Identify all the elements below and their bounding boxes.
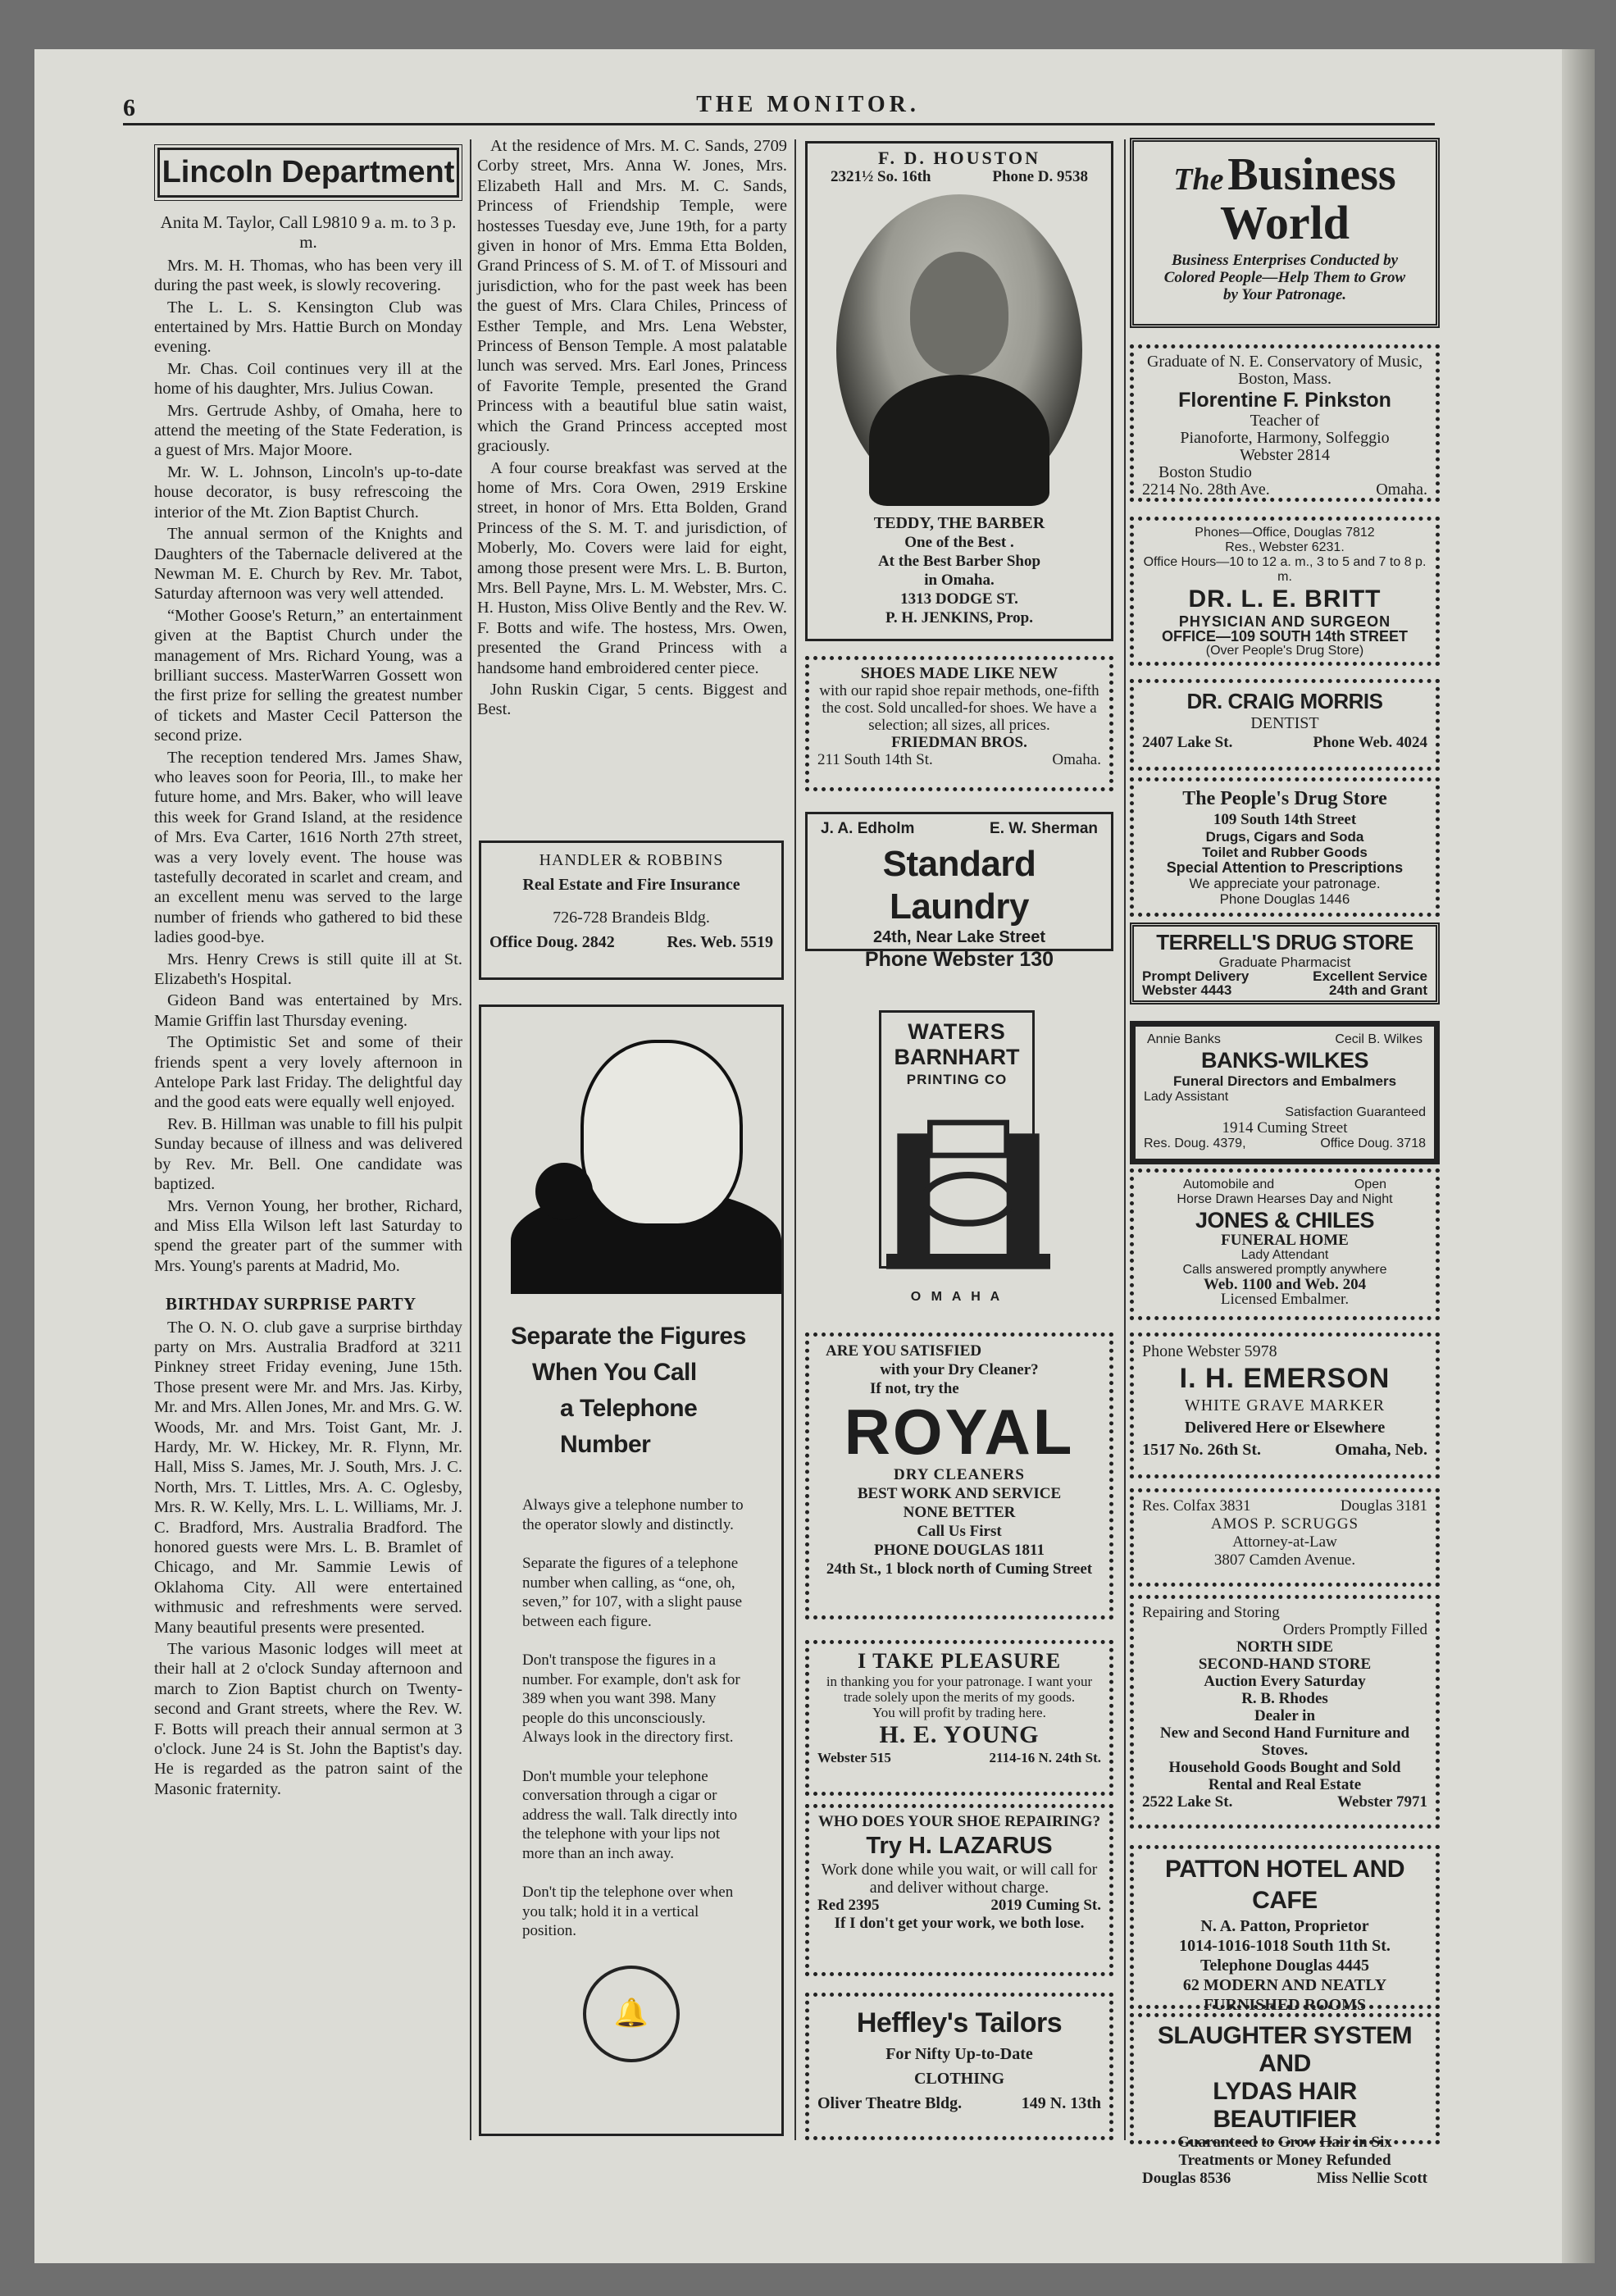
ad-line: For Nifty Up-to-Date	[885, 2045, 1033, 2063]
ad-line: At the Best Barber Shop	[877, 553, 1041, 570]
ad-line: Office Hours—10 to 12 a. m., 3 to 5 and 7 to 8 p. m.	[1143, 555, 1427, 584]
ad-title: PRINTING CO	[906, 1072, 1008, 1087]
ad-line: One of the Best .	[904, 534, 1014, 551]
news-paragraph: Mr. W. L. Johnson, Lincoln's up-to-date house decorator, is busy refrescoing the interior of the Mt. Zion Baptist Church.	[154, 462, 462, 522]
dr-britt-ad	[1130, 517, 1440, 666]
ad-phone: Webster 7971	[1337, 1793, 1427, 1811]
ad-line: with your Dry Cleaner?	[880, 1361, 1039, 1378]
ad-line: Boston Studio	[1159, 463, 1252, 481]
ad-line: Guaranteed to Grow Hair in Six	[1177, 2134, 1392, 2151]
ad-address: 1014-1016-1018 South 11th St.	[1179, 1937, 1391, 1955]
ad-line: in thanking you for your patronage. I want your trade solely upon the merits of my goods.	[826, 1674, 1093, 1705]
news-paragraph: The annual sermon of the Knights and Daughters of the Tabernacle delivered at the Newman M. E. Church by Rev. Mr. Tabot, Saturday afternoon was very well attended.	[154, 525, 462, 604]
rhodes-second-hand-ad	[1130, 1595, 1440, 1829]
ad-line: Automobile and	[1183, 1178, 1275, 1191]
ad-phone: Douglas 3181	[1340, 1497, 1427, 1515]
friedman-shoes-ad	[805, 656, 1113, 791]
ad-line: You will profit by trading here.	[872, 1705, 1046, 1720]
patton-hotel-ad	[1130, 1845, 1440, 2014]
ad-line: with our rapid shoe repair methods, one-fifth the cost. Sold uncalled-for shoes. We have a selection; all sizes, all prices.	[819, 682, 1099, 734]
ad-name: H. E. YOUNG	[879, 1721, 1040, 1748]
bell-icon: 🔔	[613, 1998, 649, 2029]
ad-phone: Webster 4443	[1142, 982, 1232, 998]
ad-line: Toilet and Rubber Goods	[1202, 845, 1368, 860]
ad-name: Annie Banks	[1147, 1032, 1221, 1046]
terrell-drug-ad	[1130, 922, 1440, 1004]
ad-name: Cecil B. Wilkes	[1335, 1032, 1423, 1046]
ad-address: 24th, Near Lake Street	[872, 928, 1046, 946]
ad-line: Delivered Here or Elsewhere	[1184, 1419, 1386, 1437]
ad-line: Attorney-at-Law	[1232, 1533, 1337, 1551]
pinkston-music-ad	[1130, 344, 1440, 502]
ad-line: (Over People's Drug Store)	[1205, 644, 1364, 658]
news-paragraph: Rev. B. Hillman was unable to fill his pulpit Sunday because of illness and was delivered by Rev. Mr. Bell. One candidate was baptized.	[154, 1114, 463, 1194]
ad-heading: a Telephone Number	[560, 1395, 698, 1458]
society-news-items	[477, 136, 787, 720]
ad-title: Heffley's Tailors	[856, 2007, 1063, 2039]
ad-line: We appreciate your patronage.	[1189, 876, 1381, 891]
ad-phone: Telephone Douglas 4445	[1200, 1957, 1369, 1975]
ad-line: Funeral Directors and Embalmers	[1172, 1073, 1397, 1089]
ad-line: Household Goods Bought and Sold	[1168, 1759, 1401, 1776]
news-paragraph: Mrs. M. H. Thomas, who has been very ill during the past week, is slowly recovering.	[154, 256, 462, 295]
column-rule-3	[1124, 139, 1126, 2140]
party-heading: BIRTHDAY SURPRISE PARTY	[166, 1294, 417, 1314]
ad-phone: Res. Web. 5519	[667, 933, 773, 951]
ad-line: Treatments or Money Refunded	[1178, 2152, 1391, 2169]
lazarus-shoe-repair-ad	[805, 1804, 1113, 1976]
banner-tagline: Business Enterprises Conducted by Colored People—Help Them to Grow by Your Patronage.	[1163, 252, 1406, 303]
ad-title: DR. CRAIG MORRIS	[1186, 689, 1383, 713]
column-rule-2	[794, 139, 796, 2140]
ad-city: Omaha, Neb.	[1335, 1441, 1427, 1459]
waters-barnhart-ad	[879, 1010, 1035, 1304]
ad-line: Satisfaction Guaranteed	[1285, 1105, 1426, 1119]
ad-line: Orders Promptly Filled	[1282, 1621, 1427, 1638]
ad-title: I TAKE PLEASURE	[857, 1649, 1062, 1673]
telephone-company-ad	[479, 1004, 784, 2136]
ad-line: Auction Every Saturday	[1204, 1673, 1366, 1690]
barber-portrait	[836, 194, 1082, 506]
ad-title: DR. L. E. BRITT	[1188, 585, 1382, 613]
man-on-telephone-illustration	[503, 1023, 781, 1294]
news-paragraph: “Mother Goose's Return,” an entertainment given at the Baptist Church under the management of Mrs. Richard Young, was a brilliant success. MasterWarren Gossett won the first prize for selling the greatest number of tickets and Master Cecil Patterson the second prize.	[154, 606, 462, 745]
ad-title: The People's Drug Store	[1182, 788, 1387, 809]
ad-line: FRIEDMAN BROS.	[891, 734, 1027, 751]
news-paragraph: The Optimistic Set and some of their friends spent a very lovely afternoon in Antelope Park last Friday. The delightful day and the good eats were equally well enjoyed.	[154, 1033, 462, 1112]
ad-address: 2522 Lake St.	[1142, 1793, 1233, 1811]
ad-phone: Phone Douglas 1446	[1219, 891, 1350, 907]
ad-address: OFFICE—109 SOUTH 14th STREET	[1161, 628, 1409, 645]
ad-line: Real Estate and Fire Insurance	[522, 876, 740, 894]
ad-line: 726-728 Brandeis Bldg.	[553, 909, 710, 927]
ad-line: BEST WORK AND SERVICE	[857, 1485, 1062, 1502]
ad-paragraph: Separate the figures of a telephone number when calling, as “one, oh, seven,” for 107, with a slight pause between each figure.	[522, 1555, 743, 1630]
ad-paragraph: Don't transpose the figures in a number. For example, don't ask for 389 when you want 398. Many people do this unconsciously. Always look in the directory first.	[522, 1651, 740, 1746]
ad-title: F. D. HOUSTON	[878, 148, 1040, 168]
header-rule	[123, 123, 1435, 125]
ad-line: Licensed Embalmer.	[1220, 1291, 1350, 1308]
ad-line: Graduate Pharmacist	[1218, 954, 1351, 970]
section-title: Lincoln Department	[157, 148, 459, 198]
ad-title: JONES & CHILES	[1195, 1208, 1375, 1232]
banks-wilkes-ad	[1130, 1021, 1440, 1164]
ad-title: SLAUGHTER SYSTEM AND	[1157, 2022, 1413, 2077]
ad-phone: Webster 515	[817, 1750, 891, 1765]
ad-title: WATERS	[908, 1019, 1006, 1044]
ad-paragraph: Don't tip the telephone over when you talk; hold it in a vertical position.	[522, 1884, 734, 1939]
banner-title: Business	[1227, 149, 1396, 200]
ad-address: 2114-16 N. 24th St.	[989, 1750, 1101, 1765]
news-paragraph: Mr. Chas. Coil continues very ill at the home of his daughter, Mrs. Julius Cowan.	[154, 359, 462, 399]
ad-phone: Phone Web. 4024	[1313, 734, 1427, 751]
ad-title: SHOES MADE LIKE NEW	[860, 664, 1058, 682]
ad-address: 1313 DODGE ST.	[900, 590, 1018, 608]
emerson-grave-marker-ad	[1130, 1332, 1440, 1478]
peoples-drug-ad	[1130, 777, 1440, 917]
ad-line: Call Us First	[917, 1523, 1002, 1540]
ad-name: E. W. Sherman	[990, 820, 1098, 837]
ad-line: Open	[1354, 1178, 1386, 1191]
ad-line: WHITE GRAVE MARKER	[1184, 1396, 1386, 1414]
standard-laundry-ad	[805, 812, 1113, 971]
ad-title: BARNHART	[894, 1045, 1020, 1069]
ad-address: 24th St., 1 block north of Cuming Street	[826, 1560, 1093, 1578]
ad-line: Graduate of N. E. Conservatory of Music, Boston, Mass.	[1146, 353, 1423, 388]
ad-phone: Webster 2814	[1239, 446, 1331, 464]
ad-line: New and Second Hand Furniture and Stoves.	[1159, 1724, 1410, 1759]
lincoln-department-column	[154, 141, 462, 1801]
ad-line: Repairing and Storing	[1142, 1604, 1280, 1621]
ad-title: LYDAS HAIR BEAUTIFIER	[1213, 2078, 1357, 2133]
ad-line: Dealer in	[1254, 1707, 1316, 1724]
ad-line: ARE YOU SATISFIED	[826, 1342, 982, 1360]
ad-title: I. H. EMERSON	[1179, 1363, 1391, 1394]
page-edge	[1562, 49, 1595, 2263]
slaughter-system-ad	[1130, 2013, 1440, 2187]
ad-line: Pianoforte, Harmony, Solfeggio	[1180, 429, 1390, 447]
ad-line: DRY CLEANERS	[893, 1466, 1025, 1483]
news-paragraph: At the residence of Mrs. M. C. Sands, 2709 Corby street, Mrs. Anna W. Jones, Mrs. Elizabeth Hall and Mrs. M. C. Sands, Princess of Friendship Temple, were hostesses Tuesday eve, June 19th, for a party given in honor of Mrs. Emma Etta Bolden, Grand Princess of S. M. of T. of Missouri and jurisdiction, who for the past week has been the guest of Mrs. Clara Chiles, Princess of Esther Temple, and Mrs. Lena Webster, Princess of Benson Temple. A most palatable lunch was served. Mrs. Earl Jones, Princess of Favorite Temple, presented the Grand Princess with a beautiful blue satin waist, which the Grand Princess accepted most graciously.	[477, 137, 787, 456]
ad-phone: Phone D. 9538	[992, 168, 1088, 185]
heffley-tailors-ad	[805, 1993, 1113, 2140]
ad-line: Prompt Delivery	[1142, 968, 1250, 984]
ad-line: Lady Attendant	[1240, 1248, 1329, 1262]
ad-phone: Office Doug. 2842	[489, 933, 615, 951]
news-paragraph: John Ruskin Cigar, 5 cents. Biggest and Best.	[477, 680, 787, 719]
ad-name: Miss Nellie Scott	[1316, 2170, 1427, 2187]
ad-address: 24th and Grant	[1329, 982, 1427, 998]
ad-line: Special Attention to Prescriptions	[1166, 859, 1404, 876]
ad-phone: Res. Colfax 3831	[1142, 1497, 1251, 1515]
ad-address: 2321½ So. 16th	[831, 168, 931, 185]
ad-line: Work done while you wait, or will call for and deliver without charge.	[821, 1861, 1098, 1897]
ad-line: Excellent Service	[1313, 968, 1427, 984]
ad-phone: Res., Webster 6231.	[1225, 540, 1345, 554]
ad-line: FUNERAL HOME	[1221, 1232, 1349, 1249]
society-column	[477, 136, 787, 722]
news-paragraph: Mrs. Gertrude Ashby, of Omaha, here to attend the meeting of the State Federation, is a guest of Mrs. Major Moore.	[154, 401, 462, 460]
ad-line: If not, try the	[870, 1380, 959, 1397]
ad-line: NONE BETTER	[903, 1504, 1016, 1521]
ad-address: 211 South 14th St.	[817, 751, 933, 768]
ad-line: Teacher of	[1250, 412, 1320, 430]
ad-title: NORTH SIDE	[1236, 1638, 1334, 1656]
business-world-banner	[1130, 138, 1440, 328]
ad-address: 149 N. 13th	[1021, 2094, 1101, 2112]
ad-phone: Red 2395	[817, 1897, 880, 1914]
ad-line: CLOTHING	[913, 2070, 1005, 2088]
ad-phone: Phone Webster 130	[864, 948, 1054, 971]
ad-address: 1914 Cuming Street	[1222, 1119, 1348, 1137]
ad-address: 109 South 14th Street	[1213, 811, 1357, 828]
ad-title: HANDLER & ROBBINS	[539, 851, 724, 869]
news-paragraph: The O. N. O. club gave a surprise birthday party on Mrs. Australia Bradford at 3211 Pinkney street Friday evening, June 15th. Those present were Mr. and Mrs. Jas. Kirby, Mr. and Mrs. Allen Jones, Mr. and Mrs. G. W. Woods, Mr. and Mrs. Toist Gant, Mr. J. Hardy, Mr. W. Hickey, Mr. R. Flynn, Mr. Hall, Miss S. James, Mr. J. South, Mrs. J. C. North, Mrs. T. Littles, Mrs. A. C. Oglesby, Mrs. R. W. Kelly, Mrs. L. L. Williams, Mr. J. C. Bradford, Mrs. Australia Bradford. The honored guests were Mrs. L. B. Bramlet of Chicago, and Mr. Sammie Lewis of Oklahoma City. All were entertained withmusic and refreshments were served. Many beautiful presents were presented.	[154, 1318, 462, 1637]
ad-line: DENTIST	[1250, 714, 1319, 732]
ad-line: in Omaha.	[924, 572, 995, 589]
ad-phone: Res. Doug. 4379,	[1144, 1137, 1246, 1150]
ad-title: Florentine F. Pinkston	[1178, 389, 1391, 412]
news-paragraph: Mrs. Vernon Young, her brother, Richard, and Miss Ella Wilson left last Saturday to spend the greater part of the summer with Mrs. Young's parents at Madrid, Mo.	[154, 1196, 462, 1275]
ad-line: Lady Assistant	[1144, 1090, 1229, 1104]
ad-address: 2407 Lake St.	[1142, 734, 1233, 751]
ad-line: Drugs, Cigars and Soda	[1205, 829, 1364, 845]
ad-line: Calls answered promptly anywhere	[1182, 1263, 1387, 1277]
royal-dry-cleaners-ad	[805, 1332, 1113, 1620]
ad-city: Omaha.	[1376, 481, 1427, 499]
ad-name: J. A. Edholm	[821, 820, 915, 837]
ad-city: O M A H A	[910, 1290, 1004, 1304]
ad-address: 2019 Cuming St.	[990, 1897, 1101, 1914]
printing-press-icon	[886, 1094, 1050, 1282]
news-paragraph: The L. L. S. Kensington Club was entertained by Mrs. Hattie Burch on Monday evening.	[154, 298, 462, 357]
party-news-items	[154, 1318, 462, 1800]
ad-line: TEDDY, THE BARBER	[873, 514, 1045, 532]
masthead-title: THE MONITOR.	[696, 92, 920, 117]
scruggs-attorney-ad	[1130, 1488, 1440, 1587]
column-rule-1	[470, 139, 471, 2140]
ad-phone: Web. 1100 and Web. 204	[1203, 1276, 1367, 1293]
ad-title: BANKS-WILKES	[1201, 1048, 1368, 1073]
ad-title: AMOS P. SCRUGGS	[1210, 1515, 1359, 1533]
h-e-young-ad	[805, 1640, 1113, 1796]
ad-address: Oliver Theatre Bldg.	[817, 2094, 963, 2112]
handler-robbins-ad	[479, 840, 784, 980]
news-paragraph: Mrs. Henry Crews is still quite ill at St. Elizabeth's Hospital.	[154, 950, 462, 989]
banner-title: World	[1220, 196, 1350, 249]
ad-title: PATTON HOTEL AND CAFE	[1165, 1856, 1404, 1914]
ad-paragraph: Don't mumble your telephone conversation through a cigar or address the wall. Talk directly into the telephone with your lips not more than an inch away.	[522, 1767, 738, 1862]
ad-title: ROYAL	[844, 1396, 1075, 1468]
dr-morris-ad	[1130, 679, 1440, 771]
ad-paragraph: Always give a telephone number to the operator slowly and distinctly.	[522, 1496, 744, 1533]
ad-phone: Office Doug. 3718	[1320, 1137, 1426, 1150]
ad-line: Rental and Real Estate	[1208, 1776, 1362, 1793]
news-paragraph: The various Masonic lodges will meet at their hall at 2 o'clock Sunday afternoon and march to Zion Baptist church on Twenty-second and Grant streets, where the Rev. W. F. Botts will preach their annual sermon at 3 o'clock. June 24 is St. John the Baptist's day. He is regarded as the patron saint of the Masonic fraternity.	[154, 1640, 462, 1798]
ad-line: Horse Drawn Hearses Day and Night	[1177, 1192, 1393, 1206]
correspondent-line: Anita M. Taylor, Call L9810 9 a. m. to 3 p. m.	[160, 212, 457, 253]
ad-line: P. H. JENKINS, Prop.	[885, 609, 1033, 626]
ad-line: PHYSICIAN AND SURGEON	[1178, 613, 1391, 630]
jones-chiles-funeral-ad	[1130, 1168, 1440, 1320]
ad-phone: Phones—Office, Douglas 7812	[1195, 526, 1375, 540]
page-number: 6	[123, 94, 135, 121]
ad-address: 2214 No. 28th Ave.	[1142, 481, 1270, 499]
ad-address: 1517 No. 26th St.	[1142, 1441, 1262, 1459]
ad-phone: PHONE DOUGLAS 1811	[874, 1542, 1045, 1559]
ad-line: If I don't get your work, we both lose.	[834, 1915, 1085, 1932]
ad-heading: When You Call	[532, 1359, 697, 1386]
news-paragraph: Gideon Band was entertained by Mrs. Mamie Griffin last Thursday evening.	[154, 991, 462, 1030]
ad-name: N. A. Patton, Proprietor	[1200, 1917, 1369, 1935]
ad-line: 62 MODERN AND NEATLY	[1182, 1976, 1387, 1994]
news-paragraph: A four course breakfast was served at the home of Mrs. Cora Owen, 2919 Erskine street, in honor of Mrs. Etta Bolden, Grand Princess of the S. M. T. and jurisdiction, of Moberly, Mo. Covers were laid for eight, among those present were Mrs. L. B. Burton, Mrs. Bell Payne, Mrs. L. M. Webster, Mrs. C. H. Huston, Miss Olive Bently and the Rev. W. F. Botts and wife. The hostess, Mrs. Owen, presented the Grand Princess with a handsome hand embroidered center piece.	[477, 458, 787, 677]
ad-line: FURNISHED ROOMS	[1203, 1996, 1367, 2014]
ad-address: 3807 Camden Avenue.	[1213, 1551, 1356, 1569]
ad-title: SECOND-HAND STORE	[1198, 1656, 1372, 1673]
ad-phone: Phone Webster 5978	[1142, 1342, 1277, 1360]
news-paragraph: The reception tendered Mrs. James Shaw, who leaves soon for Peoria, Ill., to make her future home, and Mrs. Baker, who will leave this week for Grand Island, at the residence of Mrs. Eva Carter, 1616 North 27th street, was a very lovely event. The house was tastefully decorated in scarlet and cream, and an excellent menu was served to the large number of friends who gathered to bid these ladies good-bye.	[154, 748, 462, 947]
ad-name: R. B. Rhodes	[1241, 1690, 1328, 1707]
ad-city: Omaha.	[1052, 751, 1101, 768]
lincoln-news-items	[154, 256, 462, 1276]
ad-title: Standard Laundry	[882, 844, 1036, 927]
ad-title: TERRELL'S DRUG STORE	[1156, 930, 1413, 954]
houston-barber-ad	[805, 141, 1113, 641]
ad-line: WHO DOES YOUR SHOE REPAIRING?	[817, 1813, 1101, 1830]
ad-phone: Douglas 8536	[1142, 2170, 1231, 2187]
ad-title: Try H. LAZARUS	[866, 1833, 1053, 1859]
banner-title-prefix: The	[1173, 162, 1224, 197]
bell-telephone-seal	[583, 1966, 680, 2062]
ad-heading: Separate the Figures	[511, 1323, 746, 1350]
